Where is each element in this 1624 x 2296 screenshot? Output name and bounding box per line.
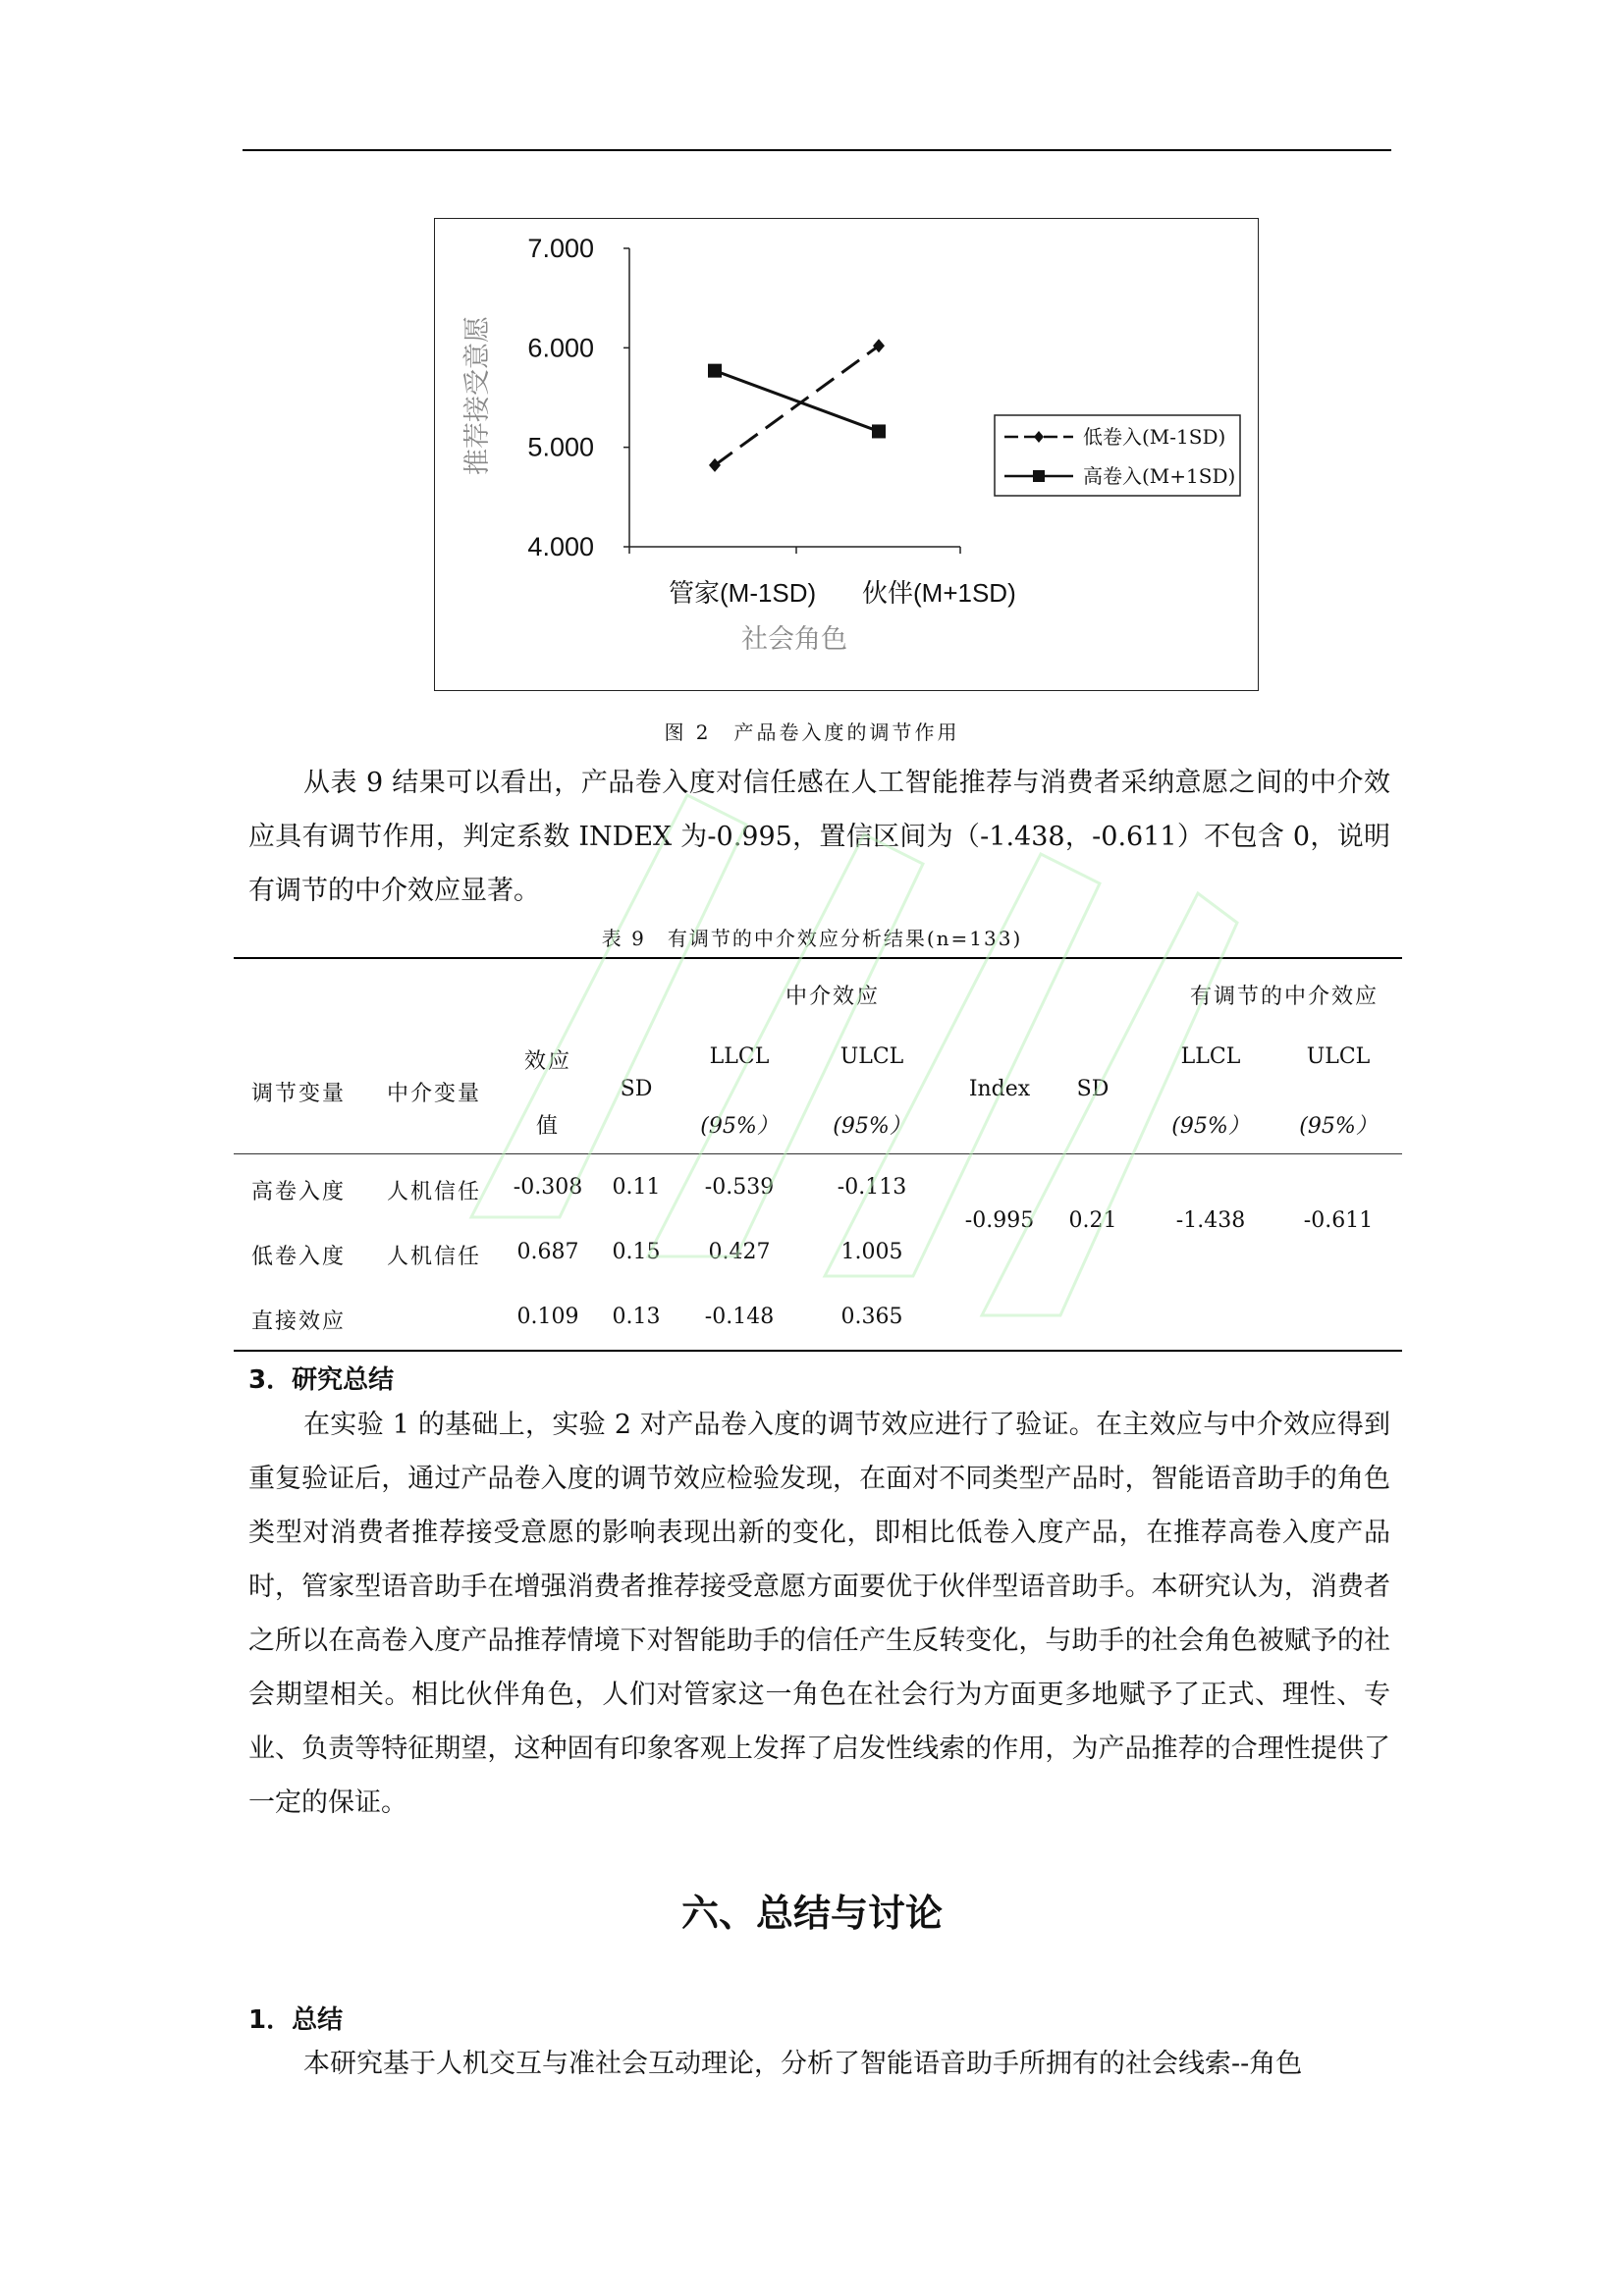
- col-header-index: Index: [968, 1077, 1031, 1101]
- y-axis-label: 推荐接受意愿: [462, 316, 493, 475]
- conclusion-text: 本研究基于人机交互与准社会互动理论，分析了智能语音助手所拥有的社会线索--角色: [303, 2049, 1303, 2079]
- col-header-llcl2-ci: (95%）: [1171, 1114, 1250, 1139]
- interaction-chart: [435, 219, 1260, 692]
- group-header-mediation: 中介效应: [785, 985, 880, 1009]
- results-paragraph: [248, 756, 1390, 918]
- point-marker-square: [708, 364, 722, 378]
- moderated-ulcl: -0.611: [1303, 1208, 1374, 1233]
- col-header-llcl2: LLCL: [1180, 1044, 1241, 1069]
- row-3-ulcl: 0.365: [840, 1305, 903, 1329]
- figure-frame: [434, 218, 1259, 691]
- row-2-sd: 0.15: [612, 1240, 661, 1264]
- summary-text: 在实验 1 的基础上，实验 2 对产品卷入度的调节效应进行了验证。在主效应与中介效应得到重复验证后，通过产品卷入度的调节效应检验发现，在面对不同类型产品时，智能语音助手的角色类型对消费者推荐接受意愿的影响表现出新的变化，即相比低卷入度产品，在推荐高卷入度产品时，管家型语音助手在增强消费者推荐接受意愿方面要优于伙伴型语音助手。本研究认为，消费者之所以在高卷入度产品推荐情境下对智能助手的信任产生反转变化，与助手的社会角色被赋予的社会期望相关。相比伙伴角色，人们对管家这一角色在社会行为方面更多地赋予了正式、理性、专业、负责等特征期望，这种固有印象客观上发挥了启发性线索的作用，为产品推荐的合理性提供了一定的保证。: [248, 1410, 1390, 1818]
- summary-paragraph: [248, 1398, 1390, 1830]
- row-3-sd: 0.13: [612, 1305, 661, 1329]
- col-header-ulcl2-ci: (95%）: [1299, 1114, 1378, 1139]
- figure-caption: 图 2 产品卷入度的调节作用: [664, 721, 960, 744]
- legend-label-2: 高卷入(M+1SD): [1083, 464, 1236, 488]
- row-1-moderator: 高卷入度: [251, 1180, 347, 1204]
- y-tick-label: 6.000: [527, 333, 594, 363]
- col-header-ulcl2: ULCL: [1306, 1044, 1371, 1069]
- x-tick-label: 管家(M-1SD): [669, 578, 817, 608]
- x-axis-label: 社会角色: [741, 624, 847, 655]
- table-top-rule: [234, 957, 1402, 959]
- row-2-llcl: 0.427: [708, 1240, 771, 1264]
- group-header-moderated: 有调节的中介效应: [1189, 985, 1379, 1009]
- section-heading-summary: 3．研究总结: [248, 1365, 395, 1395]
- table-bottom-rule: [234, 1350, 1402, 1352]
- col-header-sd: SD: [620, 1077, 653, 1101]
- table-header-rule: [234, 1153, 1402, 1154]
- col-header-effect-2: 值: [535, 1114, 560, 1139]
- row-1-llcl: -0.539: [704, 1175, 775, 1200]
- section-heading-conclusion: 1．总结: [248, 2005, 344, 2035]
- row-1-mediator: 人机信任: [387, 1180, 482, 1204]
- col-header-llcl-ci: (95%）: [700, 1114, 779, 1139]
- col-header-llcl: LLCL: [709, 1044, 770, 1069]
- row-1-effect: -0.308: [513, 1175, 583, 1200]
- table-caption: 表 9 有调节的中介效应分析结果(n=133): [601, 927, 1023, 950]
- col-header-ulcl: ULCL: [839, 1044, 904, 1069]
- header-rule: [243, 149, 1391, 151]
- conclusion-paragraph: [248, 2037, 1390, 2091]
- row-1-sd: 0.11: [612, 1175, 661, 1200]
- chapter-heading: 六、总结与讨论: [680, 1892, 943, 1935]
- y-tick-label: 5.000: [527, 432, 594, 462]
- legend-label-1: 低卷入(M-1SD): [1083, 425, 1226, 449]
- row-3-effect: 0.109: [516, 1305, 579, 1329]
- legend-marker-square: [1033, 470, 1045, 482]
- row-2-mediator: 人机信任: [387, 1245, 482, 1269]
- y-tick-label: 7.000: [527, 234, 594, 263]
- col-header-ulcl-ci: (95%）: [833, 1114, 911, 1139]
- mediation-table: [234, 957, 1402, 1352]
- row-2-moderator: 低卷入度: [251, 1245, 347, 1269]
- moderated-llcl: -1.438: [1175, 1208, 1246, 1233]
- x-tick-label: 伙伴(M+1SD): [862, 578, 1016, 608]
- moderated-index: -0.995: [964, 1208, 1035, 1233]
- point-marker-square: [872, 424, 886, 438]
- col-header-effect-1: 效应: [523, 1049, 571, 1074]
- series-line-1: [715, 346, 879, 465]
- col-header-mediator: 中介变量: [387, 1082, 482, 1106]
- series-line-2: [715, 371, 879, 432]
- row-3-moderator: 直接效应: [251, 1309, 347, 1334]
- col-header-sd2: SD: [1076, 1077, 1110, 1101]
- moderated-sd: 0.21: [1068, 1208, 1117, 1233]
- row-2-effect: 0.687: [516, 1240, 579, 1264]
- col-header-moderator: 调节变量: [251, 1082, 347, 1106]
- row-1-ulcl: -0.113: [837, 1175, 907, 1200]
- y-tick-label: 4.000: [527, 532, 594, 561]
- row-3-llcl: -0.148: [704, 1305, 775, 1329]
- row-2-ulcl: 1.005: [840, 1240, 903, 1264]
- results-text: 从表 9 结果可以看出，产品卷入度对信任感在人工智能推荐与消费者采纳意愿之间的中介效应具有调节作用，判定系数 INDEX 为-0.995，置信区间为（-1.438，-0.611）不包含 0，说明有调节的中介效应显著。: [248, 768, 1390, 906]
